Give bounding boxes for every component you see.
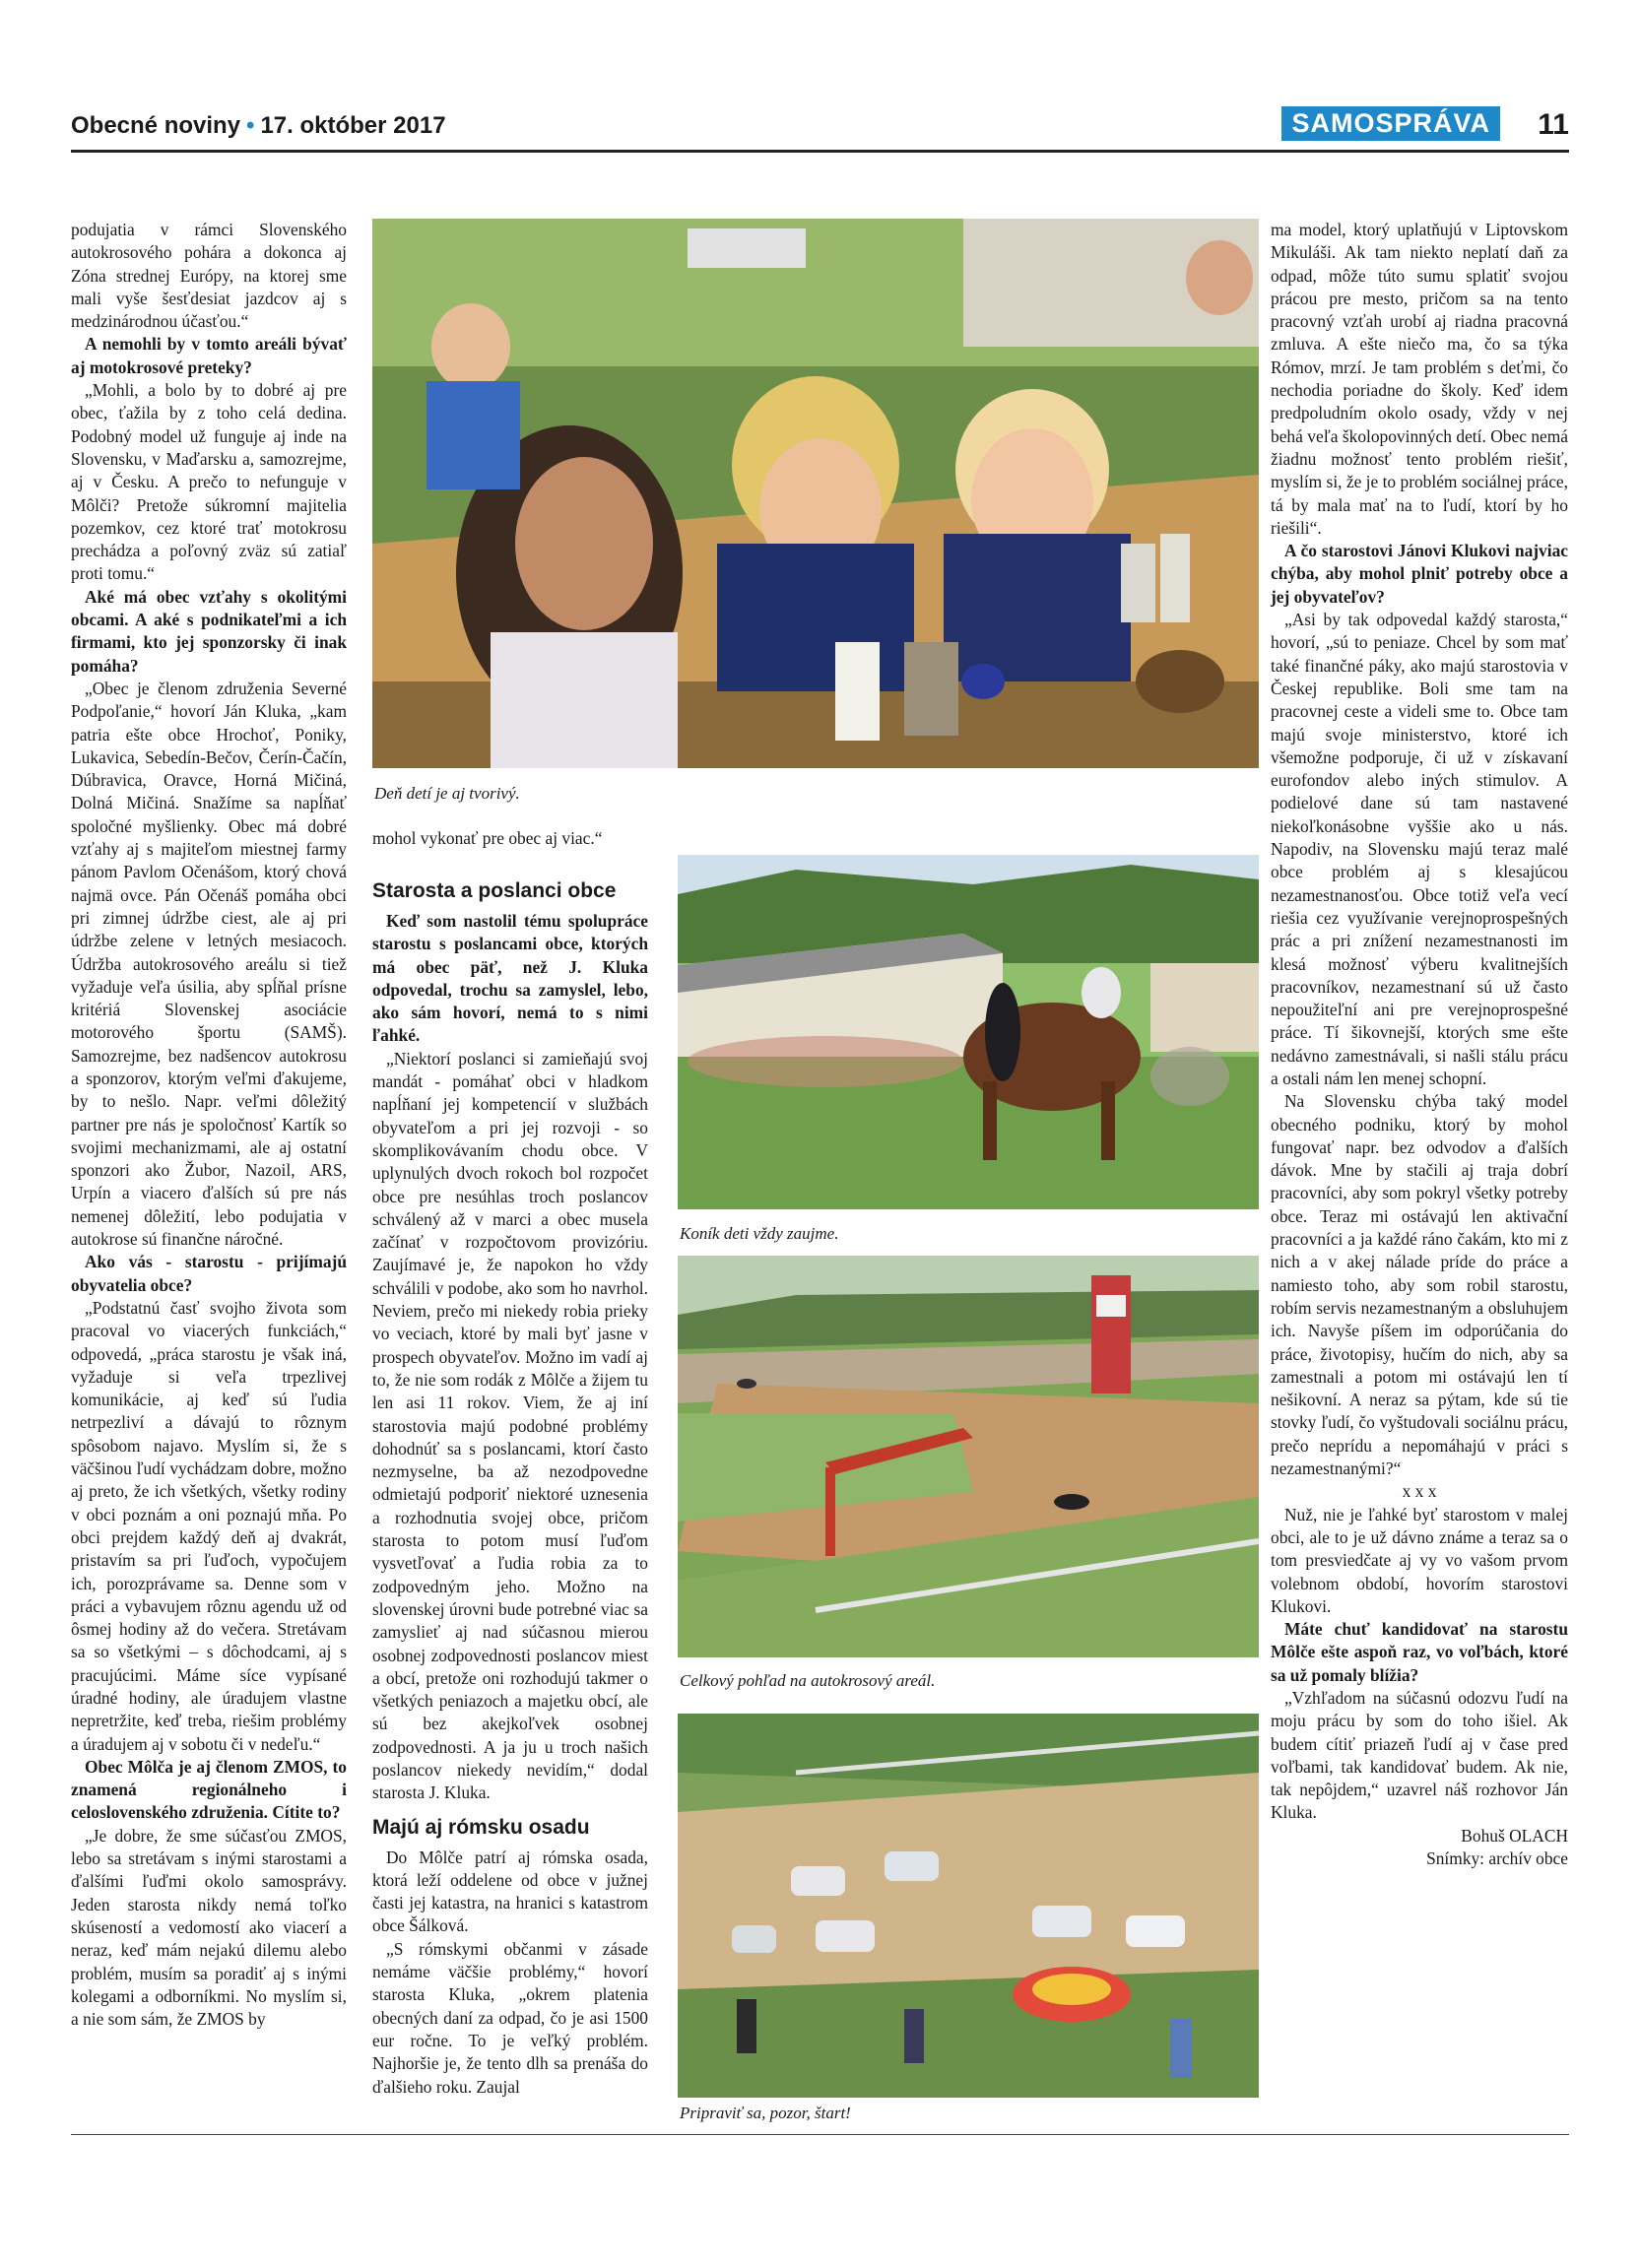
article-column-2-top xyxy=(372,827,648,850)
caption-photo-2: Koník deti vždy zaujme. xyxy=(680,1224,839,1243)
paragraph: ma model, ktorý uplatňujú v Liptovskom Mikuláši. Ak tam niekto neplatí daň za odpad, môže túto sumu splatiť svojou prácou pre mesto, pričom sa na tento pracovný vzťah urobí aj riadna pracovná zmluva. A ešte niečo ma, čo sa týka Rómov, mrzí. Je tam problém s deťmi, čo nechodia poriadne do školy. Keď idem predpoludním okolo osady, vždy v nej behá veľa školopovinných detí. Obec nemá žiadnu možnosť tento problém riešiť, myslím si, že je to problém sociálnej práce, tá by mala mať na to ľudí, ktorí by ho riešili“. xyxy=(1271,220,1568,538)
paragraph: „Vzhľadom na súčasnú odozvu ľudí na moju prácu by som do toho išiel. Ak budem cítiť priazeň ľudí aj v čase pred voľbami, tak kandidovať budem. Ak nie, tak nepôjdem,“ uzavrel náš rozhovor Ján Kluka. xyxy=(1271,1688,1568,1823)
paragraph: podujatia v rámci Slovenského autokrosového pohára a dokonca aj Zóna strednej Európy, na ktorej sme mali vyše šesťdesiat jazdcov aj s medzinárodnou účasťou.“ xyxy=(71,220,347,332)
photo-race-start-image xyxy=(678,1714,1259,2098)
interview-question: Ako vás - starostu - prijímajú obyvatelia obce? xyxy=(71,1252,347,1295)
article-column-4 xyxy=(1271,219,1568,1870)
interview-question: A čo starostovi Jánovi Klukovi najviac chýba, aby mohol plniť potreby obce a jej obyvateľov? xyxy=(1271,541,1568,607)
paragraph: „Asi by tak odpovedal každý starosta,“ hovorí, „sú to peniaze. Chcel by som mať také finančné páky, ako majú starostovia v Českej republike. Boli sme tam na pracovnej ceste a videli sme to. Obce tam majú svoje ministerstvo, ktoré ich všemožne podporuje, či už v získavaní eurofondov alebo iných stimulov. A podielové dane sú tam nastavené niekoľkonásobne vyššie ako u nás. Napodiv, na Slovensku majú teraz malé obce problém aj s klesajúcou nezamestnanosťou. Obce totiž veľa vecí riešia cez využívanie verejnoprospešných prác a pri znížení nezamestnanosti im klesá možnosť výberu kvalitnejších pracovníkov, nezamestnaní sú už často nepoužiteľní ani pre verejnoprospešné práce. Tí šikovnejší, ktorých sme ešte nedávno zamestnávali, si našli stálu prácu a ostali nám len menej schopní. xyxy=(1271,610,1568,1088)
paragraph: „Podstatnú časť svojho života som pracoval vo viacerých funkciách,“ odpovedá, „práca starostu je však iná, vyžaduje si veľa trpezlivej komunikácie, aj keď sú ľudia netrpezliví a dávajú to rôznym spôsobom najavo. Myslím si, že s väčšinou ľudí vychádzam dobre, možno aj preto, že ich všetkých, všetky rodiny v obci poznám a oni poznajú mňa. Po obci prejdem každý deň aj dvakrát, pristavím sa pri ľuďoch, vypočujem ich, porozprávame sa. Denne som v práci a vybavujem rôznu agendu už od ôsmej hodiny až do večera. Stretávam sa so všetkými – s dôchodcami, aj s pracujúcimi. Máme síce vypísané úradné hodiny, ale úradujem vlastne nepretržite, keď treba, riešim problémy a úradujem aj v sobotu či v nedeľu.“ xyxy=(71,1297,347,1754)
photo-track-overview xyxy=(678,1256,1259,1657)
photo-horse-image xyxy=(678,855,1259,1209)
paragraph: „Obec je členom združenia Severné Podpoľanie,“ hovorí Ján Kluka, „kam patria ešte obce Hrochoť, Poniky, Lukavica, Sebedín-Bečov, Čerín-Čačín, Dúbravica, Oravce, Horná Mičiná, Dolná Mičiná. Snažíme sa napĺňať spoločné myšlienky. Obec má dobré vzťahy aj s majiteľom miestnej farmy pánom Pavlom Očenášom, ktorý chová najmä ovce. Pán Očenáš pomáha obci pri zimnej údržbe ciest, ale aj pri údržbe zelene v letných mesiacoch. Údržba autokrosového areálu si tiež vyžaduje veľa úsilia, aby spĺňal prísne kritériá Slovenskej asociácie motorového športu (SAMŠ). Samozrejme, bez nadšencov autokrosu a sponzorov, ktorým veľmi ďakujeme, by to nešlo. Napr. veľmi dôležitý partner pre nás je spoločnosť Kartík so svojimi mechanizmami, ale aj ostatní sponzori ako Žubor, Nazoil, ARS, Urpín a viacero ďalších sú pre nás nemenej dôležití, lebo podujatia v autokrose sú finančne náročné. xyxy=(71,678,347,1250)
paragraph: Nuž, nie je ľahké byť starostom v malej obci, ale to je už dávno známe a teraz sa o tom presviedčate aj vy vo vašom prvom volebnom období, hovorím starostovi Klukovi. xyxy=(1271,1504,1568,1616)
publication-name: Obecné noviny xyxy=(71,112,241,139)
interview-question: Aké má obec vzťahy s okolitými obcami. A aké s podnikateľmi a ich firmami, kto jej sponzorsky či inak pomáha? xyxy=(71,586,347,676)
page-number: 11 xyxy=(1538,108,1569,141)
issue-date: 17. október 2017 xyxy=(260,112,446,139)
paragraph: Na Slovensku chýba taký model obecného podniku, ktorý by mohol fungovať napr. bez odvodov a ďalších dávok. Mne by stačili aj traja dobrí pracovníci, aby som pokryl všetky potreby obce. Teraz mi ostávajú len aktivační pracovníci a ja každé ráno čakám, kto mi z nich a v akej nálade príde do práce a namiesto toho, aby som robil starostu, robím servis nezamestnaným a obsluhujem ich. Navyše píšem im odporúčania do práce, životopisy, hučím do nich, aby sa zamestnali a potom mi ostávajú len tí nešikovní. A neraz sa pýtam, kde sú tie stovky ľudí, čo vyštudovali sociálnu prácu, prečo neprídu a nepomáhajú v práci s nezamestnanými?“ xyxy=(1271,1091,1568,1479)
interview-question: Máte chuť kandidovať na starostu Môlče ešte aspoň raz, vo voľbách, ktoré sa už pomaly blížia? xyxy=(1271,1619,1568,1685)
photo-race-start xyxy=(678,1714,1259,2098)
paragraph: „S rómskymi občanmi v zásade nemáme väčšie problémy,“ hovorí starosta Kluka, „okrem platenia obecných daní za odpad, čo je asi 1500 eur ročne. To je veľký problém. Najhoršie je, že tento dlh sa prenáša do ďalšieho roku. Zaujal xyxy=(372,1938,648,2097)
interview-question: Obec Môlča je aj členom ZMOS, to znamená regionálneho i celoslovenského združenia. Cítite to? xyxy=(71,1756,347,1823)
section-break: x x x xyxy=(1402,1481,1437,1502)
article-column-1 xyxy=(71,219,347,2031)
article-column-2 xyxy=(372,869,648,2099)
page-header xyxy=(71,106,1569,153)
interview-question: A nemohli by v tomto areáli bývať aj motokrosové preteky? xyxy=(71,334,347,377)
photo-horse xyxy=(678,855,1259,1209)
paragraph: Do Môlče patrí aj rómska osada, ktorá leží oddelene od obce v južnej časti jej katastra, na hranici s katastrom obce Šálková. xyxy=(372,1847,648,1936)
paragraph: mohol vykonať pre obec aj viac.“ xyxy=(372,828,603,848)
photo-track-overview-image xyxy=(678,1256,1259,1657)
section-label: SAMOSPRÁVA xyxy=(1281,106,1500,141)
paragraph: „Mohli, a bolo by to dobré aj pre obec, ťažila by z toho celá dedina. Podobný model už funguje aj inde na Slovensku, v Maďarsku a, samozrejme, aj v Česku. A prečo to nefunguje v Môlči? Pretože súkromní majitelia pozemkov, cez ktoré trať motokrosu prechádza a poľovný zväz sú zatiaľ proti tomu.“ xyxy=(71,380,347,584)
interview-question: Keď som nastolil tému spolupráce starostu s poslancami obce, ktorých má obec päť, než J. Kluka odpovedal, trochu sa zamyslel, lebo, ako sám hovorí, nemá to s nimi ľahké. xyxy=(372,911,648,1046)
separator-dot: • xyxy=(246,112,255,139)
paragraph: „Je dobre, že sme súčasťou ZMOS, lebo sa stretávam s inými starostami a ďalšími ľuďmi okolo samosprávy. Jeden starosta nikdy nemá toľko skúseností a vedomostí ako viacerí a neraz, keď mám nejakú dilemu alebo problém, musím sa poradiť aj s inými kolegami a odborníkmi. No myslím si, a nie som sám, že ZMOS by xyxy=(71,1825,347,2030)
footer-rule xyxy=(71,2134,1569,2135)
credit-line: Bohuš OLACH xyxy=(1461,1825,1568,1846)
caption-photo-3: Celkový pohľad na autokrosový areál. xyxy=(680,1671,936,1690)
subheading: Majú aj rómsku osadu xyxy=(372,1815,590,1839)
publication-info xyxy=(71,112,446,140)
paragraph: „Niektorí poslanci si zamieňajú svoj mandát - pomáhať obci v hladkom napĺňaní jej kompetencií v službách obyvateľom a pri jej rozvoji - so skomplikovávaním chodu obce. V uplynulých dvoch rokoch bol rozpočet obce pre nesúhlas troch poslancov schválený až v marci a obec musela začínať v rozpočtovom provizóriu. Zaujímavé je, že napokon ho vždy schválili v podobe, ako som ho navrhol. Neviem, prečo mi niekedy robia prieky vo veciach, ktoré by mali byť jasne v prospech obyvateľov. Možno im vadí aj to, že nie som rodák z Môlče a žijem tu len asi 11 rokov. Viem, že aj iní starostovia majú podobné problémy dohodnúť sa s poslancami, ktorí často nezmyselne, ba až nezodpovedne odmietajú podporiť niektoré uznesenia a rozhodnutia svojej obce, pričom starosta to potom musí ľuďom vysvetľovať a ľudia robia za to zodpovedným jeho. Možno na slovenskej úrovni bude potrebné viac sa zamyslieť aj nad súčasnou mierou osobnej zodpovednosti poslancov miest a obcí, pretože oni rozhodujú takmer o všetkých peniazoch a majetku obcí, ale sú bez akejkoľvek osobnej zodpovednosti. A ja ju u troch našich poslancov niekedy nevidím,“ dodal starosta J. Kluka. xyxy=(372,1048,648,1803)
credit-line: Snímky: archív obce xyxy=(1426,1848,1568,1869)
photo-children-crafts xyxy=(372,219,1259,768)
caption-photo-1: Deň detí je aj tvorivý. xyxy=(374,784,520,803)
subheading: Starosta a poslanci obce xyxy=(372,879,617,902)
photo-children-crafts-image xyxy=(372,219,1259,768)
caption-photo-4: Pripraviť sa, pozor, štart! xyxy=(680,2104,851,2122)
